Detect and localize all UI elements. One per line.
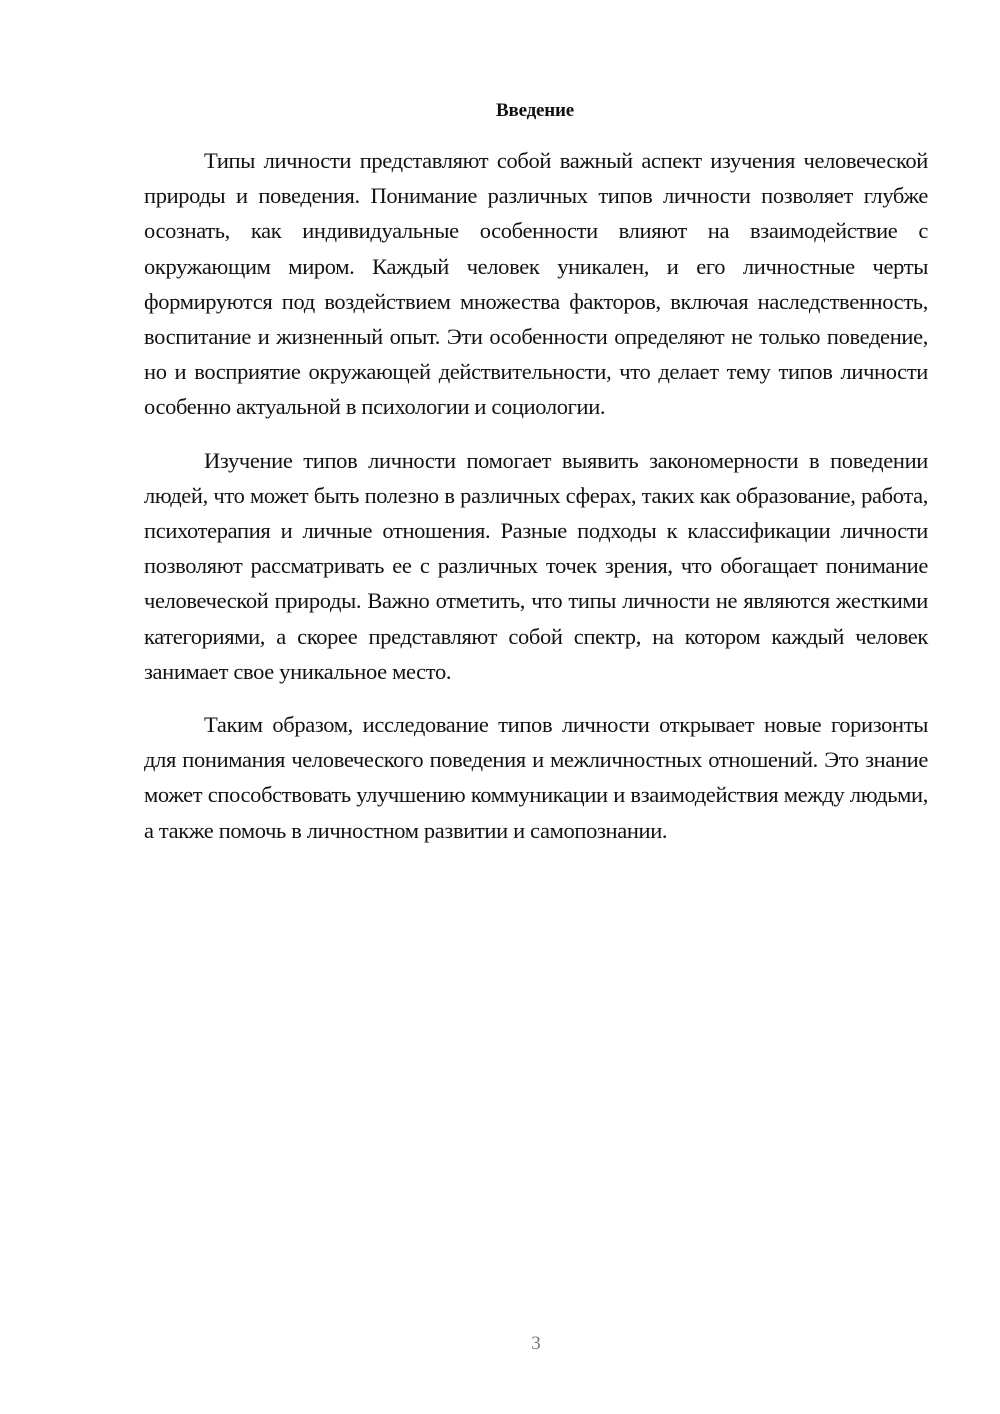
paragraph-1: Типы личности представляют собой важный аспект изучения человеческой природы и поведения. Понимание различных типов личности позволяет глубже осознать, как индивидуальные особенности влияют на взаимодействие с окружающим миром. Каждый человек уникален, и его личностные черты формируются под воздействием множества факторов, включая наследственность, воспитание и жизненный опыт. Эти особенности определяют не только поведение, но и восприятие окружающей действительности, что делает тему типов личности особенно актуальной в психологии и социологии. bbox=[144, 148, 928, 420]
section-heading: Введение bbox=[496, 100, 574, 121]
page-number: 3 bbox=[531, 1333, 541, 1354]
paragraph-2: Изучение типов личности помогает выявить закономерности в поведении людей, что может быть полезно в различных сферах, таких как образование, работа, психотерапия и личные отношения. Разные подходы к классификации личности позволяют рассматривать ее с различных точек зрения, что обогащает понимание человеческой природы. Важно отметить, что типы личности не являются жесткими категориями, а скорее представляют собой спектр, на котором каждый человек занимает свое уникальное место. bbox=[144, 447, 928, 684]
paragraph-3: Таким образом, исследование типов личности открывает новые горизонты для понимания человеческого поведения и межличностных отношений. Это знание может способствовать улучшению коммуникации и взаимодействия между людьми, а также помочь в личностном развитии и самопознании. bbox=[144, 712, 928, 843]
body-text bbox=[144, 143, 928, 848]
